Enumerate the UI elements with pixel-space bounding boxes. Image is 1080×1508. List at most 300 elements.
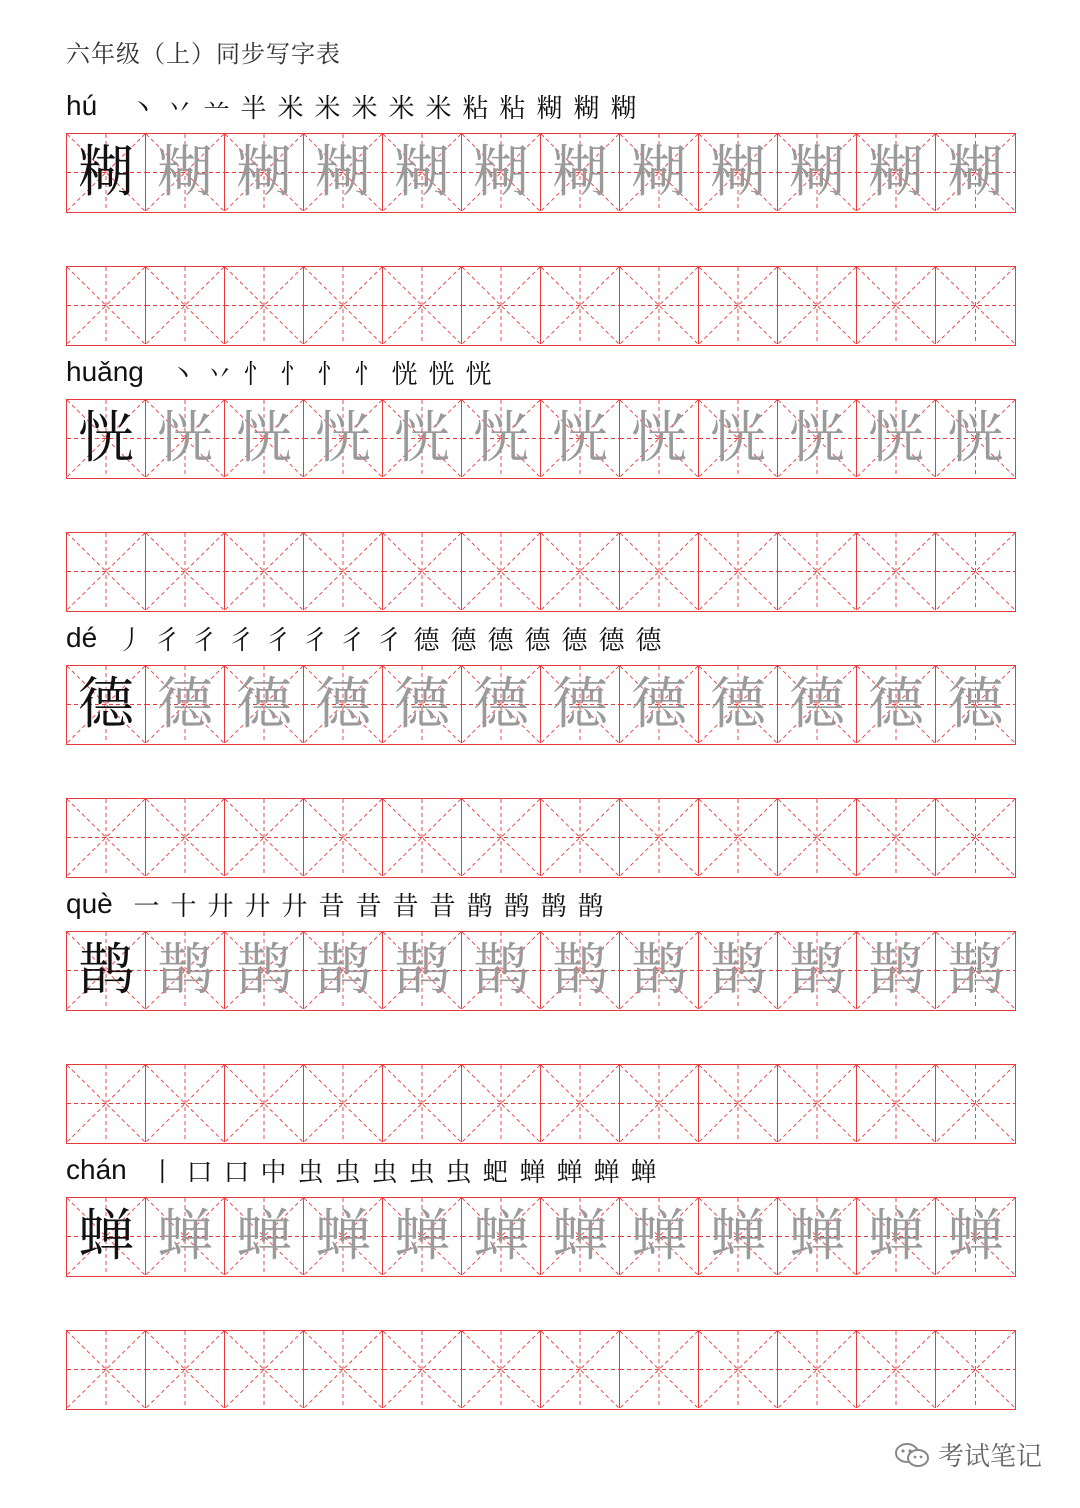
mi-grid-guides [146, 1065, 224, 1142]
trace-character: 恍 [394, 405, 450, 471]
stroke-step: 彳 [302, 626, 329, 656]
trace-character: 蝉 [710, 1203, 766, 1269]
stroke-step: 忄 [243, 360, 270, 390]
mi-grid-guides [541, 1331, 619, 1408]
trace-character-cell[interactable] [383, 666, 462, 743]
trace-character-cell[interactable] [146, 1198, 225, 1275]
mi-grid-guides [699, 1331, 777, 1408]
empty-practice-cell[interactable] [620, 267, 699, 344]
trace-character-cell[interactable] [620, 1198, 699, 1275]
mi-grid-guides [67, 799, 145, 876]
stroke-order-sequence [124, 92, 642, 128]
trace-character: 鹊 [631, 937, 687, 1003]
pinyin: chán [66, 1154, 127, 1185]
stroke-step: 廾 [207, 892, 234, 922]
trace-character-cell[interactable] [936, 134, 1015, 211]
empty-practice-cell[interactable] [383, 1065, 462, 1142]
empty-practice-cell[interactable] [304, 799, 383, 876]
trace-character-cell[interactable] [462, 1198, 541, 1275]
mi-grid-guides [778, 533, 856, 610]
trace-character-cell[interactable] [699, 932, 778, 1009]
stroke-step: 恍 [391, 360, 418, 390]
trace-character-cell[interactable] [541, 134, 620, 211]
empty-practice-cell[interactable] [778, 533, 857, 610]
empty-practice-cell[interactable] [67, 1331, 146, 1408]
stroke-step: 彳 [191, 626, 218, 656]
stroke-step: 丿 [117, 626, 144, 656]
trace-character: 恍 [552, 405, 608, 471]
stroke-step: 彳 [376, 626, 403, 656]
stroke-step: 虫 [334, 1158, 361, 1188]
stroke-step: 糊 [536, 94, 563, 124]
trace-character: 德 [868, 671, 924, 737]
trace-grid-row [66, 133, 1016, 213]
stroke-step: 米 [314, 94, 341, 124]
trace-character: 蝉 [157, 1203, 213, 1269]
trace-character-cell[interactable] [620, 932, 699, 1009]
trace-character: 鹊 [710, 937, 766, 1003]
empty-practice-cell[interactable] [936, 1331, 1015, 1408]
stroke-order-sequence [128, 890, 609, 926]
trace-character: 糊 [157, 139, 213, 205]
mi-grid-guides [304, 267, 382, 344]
stroke-step: 糊 [610, 94, 637, 124]
stroke-step: 中 [260, 1158, 287, 1188]
mi-grid-guides [383, 1331, 461, 1408]
trace-character-cell[interactable] [304, 932, 383, 1009]
trace-character: 蝉 [394, 1203, 450, 1269]
empty-practice-cell[interactable] [146, 267, 225, 344]
trace-character-cell[interactable] [304, 666, 383, 743]
trace-character-cell[interactable] [699, 666, 778, 743]
trace-character: 蝉 [552, 1203, 608, 1269]
empty-practice-cell[interactable] [225, 1065, 304, 1142]
stroke-step: 虫 [371, 1158, 398, 1188]
model-character: 鹊 [78, 937, 134, 1003]
stroke-step: 鹊 [466, 892, 493, 922]
stroke-step: 昔 [392, 892, 419, 922]
trace-character-cell[interactable] [304, 400, 383, 477]
empty-practice-cell[interactable] [304, 267, 383, 344]
trace-character: 糊 [552, 139, 608, 205]
empty-practice-grid-row [66, 1330, 1016, 1410]
empty-practice-cell[interactable] [857, 1065, 936, 1142]
empty-practice-cell[interactable] [541, 267, 620, 344]
model-character-cell[interactable] [67, 134, 146, 211]
model-character-cell[interactable] [67, 932, 146, 1009]
stroke-step: 彳 [154, 626, 181, 656]
empty-practice-cell[interactable] [620, 799, 699, 876]
trace-character-cell[interactable] [462, 400, 541, 477]
stroke-step: 虫 [445, 1158, 472, 1188]
mi-grid-guides [462, 799, 540, 876]
stroke-step: 昔 [355, 892, 382, 922]
trace-character-cell[interactable] [857, 932, 936, 1009]
stroke-step: 德 [598, 626, 625, 656]
empty-practice-grid-row [66, 798, 1016, 878]
stroke-step: 彳 [265, 626, 292, 656]
mi-grid-guides [541, 533, 619, 610]
stroke-step: 蝉 [630, 1158, 657, 1188]
trace-character: 鹊 [315, 937, 371, 1003]
trace-character: 德 [157, 671, 213, 737]
trace-character-cell[interactable] [146, 400, 225, 477]
mi-grid-guides [146, 533, 224, 610]
trace-character: 德 [631, 671, 687, 737]
trace-character-cell[interactable] [936, 1198, 1015, 1275]
mi-grid-guides [225, 533, 303, 610]
empty-practice-cell[interactable] [383, 799, 462, 876]
empty-practice-cell[interactable] [225, 533, 304, 610]
trace-character-cell[interactable] [383, 932, 462, 1009]
trace-character: 德 [236, 671, 292, 737]
stroke-step: 米 [425, 94, 452, 124]
trace-character: 德 [710, 671, 766, 737]
empty-practice-cell[interactable] [462, 267, 541, 344]
trace-character: 恍 [868, 405, 924, 471]
empty-practice-cell[interactable] [304, 1331, 383, 1408]
mi-grid-guides [67, 1065, 145, 1142]
trace-character: 蝉 [789, 1203, 845, 1269]
character-block [66, 1152, 1016, 1482]
trace-character: 恍 [947, 405, 1004, 471]
trace-character: 糊 [947, 139, 1004, 205]
trace-grid-row [66, 1197, 1016, 1277]
empty-practice-cell[interactable] [541, 533, 620, 610]
empty-practice-cell[interactable] [146, 1065, 225, 1142]
empty-practice-cell[interactable] [936, 799, 1015, 876]
pinyin-stroke-line [66, 354, 1016, 398]
pinyin-stroke-line [66, 88, 1016, 132]
mi-grid-guides [936, 267, 1015, 344]
mi-grid-guides [146, 267, 224, 344]
empty-practice-cell[interactable] [936, 533, 1015, 610]
trace-character: 恍 [631, 405, 687, 471]
trace-character-cell[interactable] [620, 666, 699, 743]
mi-grid-guides [225, 267, 303, 344]
model-character-cell[interactable] [67, 1198, 146, 1275]
empty-practice-cell[interactable] [225, 1331, 304, 1408]
stroke-step: 粘 [499, 94, 526, 124]
trace-character-cell[interactable] [620, 400, 699, 477]
empty-practice-cell[interactable] [620, 1331, 699, 1408]
stroke-step: 一 [133, 892, 160, 922]
stroke-step: 粘 [462, 94, 489, 124]
trace-character-cell[interactable] [857, 666, 936, 743]
trace-character-cell[interactable] [304, 1198, 383, 1275]
stroke-step: 德 [561, 626, 588, 656]
empty-practice-cell[interactable] [857, 533, 936, 610]
empty-practice-cell[interactable] [225, 267, 304, 344]
empty-practice-cell[interactable] [67, 533, 146, 610]
stroke-step: 昔 [318, 892, 345, 922]
trace-character-cell[interactable] [146, 666, 225, 743]
empty-practice-cell[interactable] [699, 267, 778, 344]
empty-practice-cell[interactable] [778, 267, 857, 344]
trace-grid-row [66, 399, 1016, 479]
trace-character-cell[interactable] [146, 932, 225, 1009]
trace-character: 糊 [315, 139, 371, 205]
trace-character: 恍 [710, 405, 766, 471]
stroke-step: 十 [170, 892, 197, 922]
trace-character-cell[interactable] [146, 134, 225, 211]
trace-character-cell[interactable] [778, 134, 857, 211]
empty-practice-grid-row [66, 1064, 1016, 1144]
empty-practice-cell[interactable] [541, 1331, 620, 1408]
stroke-step: 德 [413, 626, 440, 656]
trace-character-cell[interactable] [383, 1198, 462, 1275]
trace-character: 恍 [789, 405, 845, 471]
mi-grid-guides [541, 267, 619, 344]
empty-practice-cell[interactable] [857, 267, 936, 344]
empty-practice-cell[interactable] [67, 267, 146, 344]
mi-grid-guides [857, 533, 935, 610]
trace-character: 蝉 [947, 1203, 1004, 1269]
empty-practice-cell[interactable] [304, 533, 383, 610]
empty-practice-cell[interactable] [936, 1065, 1015, 1142]
trace-character: 鹊 [394, 937, 450, 1003]
empty-practice-cell[interactable] [541, 799, 620, 876]
mi-grid-guides [67, 1331, 145, 1408]
stroke-step: 丷 [206, 360, 233, 390]
empty-practice-cell[interactable] [462, 1331, 541, 1408]
trace-character: 鹊 [473, 937, 529, 1003]
trace-character: 蝉 [868, 1203, 924, 1269]
stroke-step: 丶 [129, 94, 156, 124]
trace-character: 糊 [710, 139, 766, 205]
mi-grid-guides [778, 799, 856, 876]
stroke-step: 丷 [166, 94, 193, 124]
empty-practice-cell[interactable] [699, 1065, 778, 1142]
empty-practice-cell[interactable] [146, 799, 225, 876]
trace-character: 蝉 [473, 1203, 529, 1269]
watermark [894, 1436, 1042, 1473]
mi-grid-guides [699, 533, 777, 610]
trace-character: 糊 [236, 139, 292, 205]
stroke-step: 忄 [280, 360, 307, 390]
trace-character: 鹊 [868, 937, 924, 1003]
mi-grid-guides [304, 1065, 382, 1142]
trace-character-cell[interactable] [541, 1198, 620, 1275]
mi-grid-guides [67, 533, 145, 610]
empty-practice-cell[interactable] [146, 533, 225, 610]
pinyin-stroke-line [66, 620, 1016, 664]
trace-character: 蝉 [236, 1203, 292, 1269]
stroke-step: 米 [277, 94, 304, 124]
pinyin: dé [66, 622, 98, 653]
trace-character-cell[interactable] [778, 932, 857, 1009]
trace-character: 恍 [236, 405, 292, 471]
model-character: 恍 [78, 405, 134, 471]
stroke-step: 鹊 [577, 892, 604, 922]
mi-grid-guides [699, 1065, 777, 1142]
mi-grid-guides [462, 1331, 540, 1408]
pinyin-stroke-line [66, 886, 1016, 930]
trace-character-cell[interactable] [541, 400, 620, 477]
stroke-step: 丶 [169, 360, 196, 390]
trace-character-cell[interactable] [541, 932, 620, 1009]
empty-practice-cell[interactable] [67, 1065, 146, 1142]
trace-character-cell[interactable] [225, 932, 304, 1009]
stroke-step: 德 [487, 626, 514, 656]
stroke-step: 恍 [465, 360, 492, 390]
stroke-step: 恍 [428, 360, 455, 390]
mi-grid-guides [541, 1065, 619, 1142]
mi-grid-guides [462, 533, 540, 610]
page-title: 六年级（上）同步写字表 [66, 40, 341, 68]
empty-practice-cell[interactable] [699, 799, 778, 876]
mi-grid-guides [225, 799, 303, 876]
trace-character: 蝉 [315, 1203, 371, 1269]
trace-character: 糊 [868, 139, 924, 205]
trace-character: 鹊 [236, 937, 292, 1003]
empty-practice-cell[interactable] [383, 1331, 462, 1408]
trace-character-cell[interactable] [225, 1198, 304, 1275]
mi-grid-guides [699, 799, 777, 876]
empty-practice-grid-row [66, 266, 1016, 346]
stroke-step: 廾 [281, 892, 308, 922]
stroke-order-sequence [144, 1156, 662, 1192]
stroke-step: 德 [635, 626, 662, 656]
empty-practice-cell[interactable] [699, 1331, 778, 1408]
empty-practice-cell[interactable] [304, 1065, 383, 1142]
trace-character: 德 [394, 671, 450, 737]
empty-practice-cell[interactable] [225, 799, 304, 876]
trace-character-cell[interactable] [778, 400, 857, 477]
empty-practice-grid-row [66, 532, 1016, 612]
mi-grid-guides [462, 267, 540, 344]
stroke-step: 忄 [317, 360, 344, 390]
trace-character-cell[interactable] [699, 400, 778, 477]
mi-grid-guides [383, 267, 461, 344]
trace-character-cell[interactable] [699, 134, 778, 211]
pinyin: hú [66, 90, 98, 121]
trace-character-cell[interactable] [699, 1198, 778, 1275]
trace-character-cell[interactable] [383, 134, 462, 211]
model-character: 蝉 [78, 1203, 134, 1269]
mi-grid-guides [383, 533, 461, 610]
empty-practice-cell[interactable] [462, 799, 541, 876]
trace-character-cell[interactable] [778, 1198, 857, 1275]
trace-character-cell[interactable] [462, 932, 541, 1009]
trace-character: 糊 [394, 139, 450, 205]
trace-character-cell[interactable] [304, 134, 383, 211]
mi-grid-guides [462, 1065, 540, 1142]
trace-character: 糊 [473, 139, 529, 205]
stroke-step: 口 [186, 1158, 213, 1188]
empty-practice-cell[interactable] [620, 533, 699, 610]
pinyin-stroke-line [66, 1152, 1016, 1196]
mi-grid-guides [857, 267, 935, 344]
empty-practice-cell[interactable] [620, 1065, 699, 1142]
empty-practice-cell[interactable] [699, 533, 778, 610]
mi-grid-guides [620, 1331, 698, 1408]
trace-character-cell[interactable] [936, 932, 1015, 1009]
trace-character-cell[interactable] [541, 666, 620, 743]
trace-character: 蝉 [631, 1203, 687, 1269]
trace-character: 恍 [315, 405, 371, 471]
model-character-cell[interactable] [67, 400, 146, 477]
trace-character-cell[interactable] [936, 666, 1015, 743]
stroke-step: 米 [388, 94, 415, 124]
empty-practice-cell[interactable] [462, 533, 541, 610]
trace-character-cell[interactable] [225, 666, 304, 743]
trace-character-cell[interactable] [462, 666, 541, 743]
mi-grid-guides [857, 1065, 935, 1142]
trace-character-cell[interactable] [225, 134, 304, 211]
empty-practice-cell[interactable] [857, 1331, 936, 1408]
mi-grid-guides [304, 799, 382, 876]
trace-character-cell[interactable] [620, 134, 699, 211]
trace-character-cell[interactable] [857, 400, 936, 477]
stroke-step: 廾 [244, 892, 271, 922]
stroke-step: 米 [351, 94, 378, 124]
mi-grid-guides [146, 799, 224, 876]
empty-practice-cell[interactable] [936, 267, 1015, 344]
trace-character-cell[interactable] [857, 1198, 936, 1275]
trace-character-cell[interactable] [462, 134, 541, 211]
pinyin: huǎng [66, 356, 144, 387]
mi-grid-guides [620, 267, 698, 344]
empty-practice-cell[interactable] [778, 1331, 857, 1408]
mi-grid-guides [936, 1331, 1015, 1408]
empty-practice-cell[interactable] [778, 1065, 857, 1142]
trace-character: 鹊 [789, 937, 845, 1003]
mi-grid-guides [857, 1331, 935, 1408]
empty-practice-cell[interactable] [462, 1065, 541, 1142]
stroke-step: 彳 [228, 626, 255, 656]
stroke-step: 鹊 [540, 892, 567, 922]
trace-character-cell[interactable] [225, 400, 304, 477]
trace-character-cell[interactable] [857, 134, 936, 211]
trace-character: 糊 [789, 139, 845, 205]
trace-character-cell[interactable] [383, 400, 462, 477]
trace-character-cell[interactable] [936, 400, 1015, 477]
empty-practice-cell[interactable] [778, 799, 857, 876]
stroke-step: 德 [524, 626, 551, 656]
trace-character: 鹊 [157, 937, 213, 1003]
empty-practice-cell[interactable] [857, 799, 936, 876]
mi-grid-guides [778, 267, 856, 344]
stroke-step: 口 [223, 1158, 250, 1188]
mi-grid-guides [225, 1065, 303, 1142]
stroke-step: 虫 [297, 1158, 324, 1188]
mi-grid-guides [304, 1331, 382, 1408]
pinyin: què [66, 888, 113, 919]
trace-character: 德 [315, 671, 371, 737]
stroke-step: 虫 [408, 1158, 435, 1188]
mi-grid-guides [304, 533, 382, 610]
stroke-step: 蚆 [482, 1158, 509, 1188]
stroke-step: 彳 [339, 626, 366, 656]
empty-practice-cell[interactable] [383, 533, 462, 610]
empty-practice-cell[interactable] [67, 799, 146, 876]
mi-grid-guides [620, 1065, 698, 1142]
model-character: 德 [78, 671, 134, 737]
mi-grid-guides [936, 533, 1015, 610]
stroke-step: 蝉 [556, 1158, 583, 1188]
stroke-step: 鹊 [503, 892, 530, 922]
empty-practice-cell[interactable] [146, 1331, 225, 1408]
stroke-step: 蝉 [593, 1158, 620, 1188]
model-character-cell[interactable] [67, 666, 146, 743]
model-character: 糊 [78, 139, 134, 205]
empty-practice-cell[interactable] [541, 1065, 620, 1142]
trace-character-cell[interactable] [778, 666, 857, 743]
watermark-text: 考试笔记 [938, 1442, 1043, 1472]
empty-practice-cell[interactable] [383, 267, 462, 344]
stroke-order-sequence [112, 624, 667, 660]
